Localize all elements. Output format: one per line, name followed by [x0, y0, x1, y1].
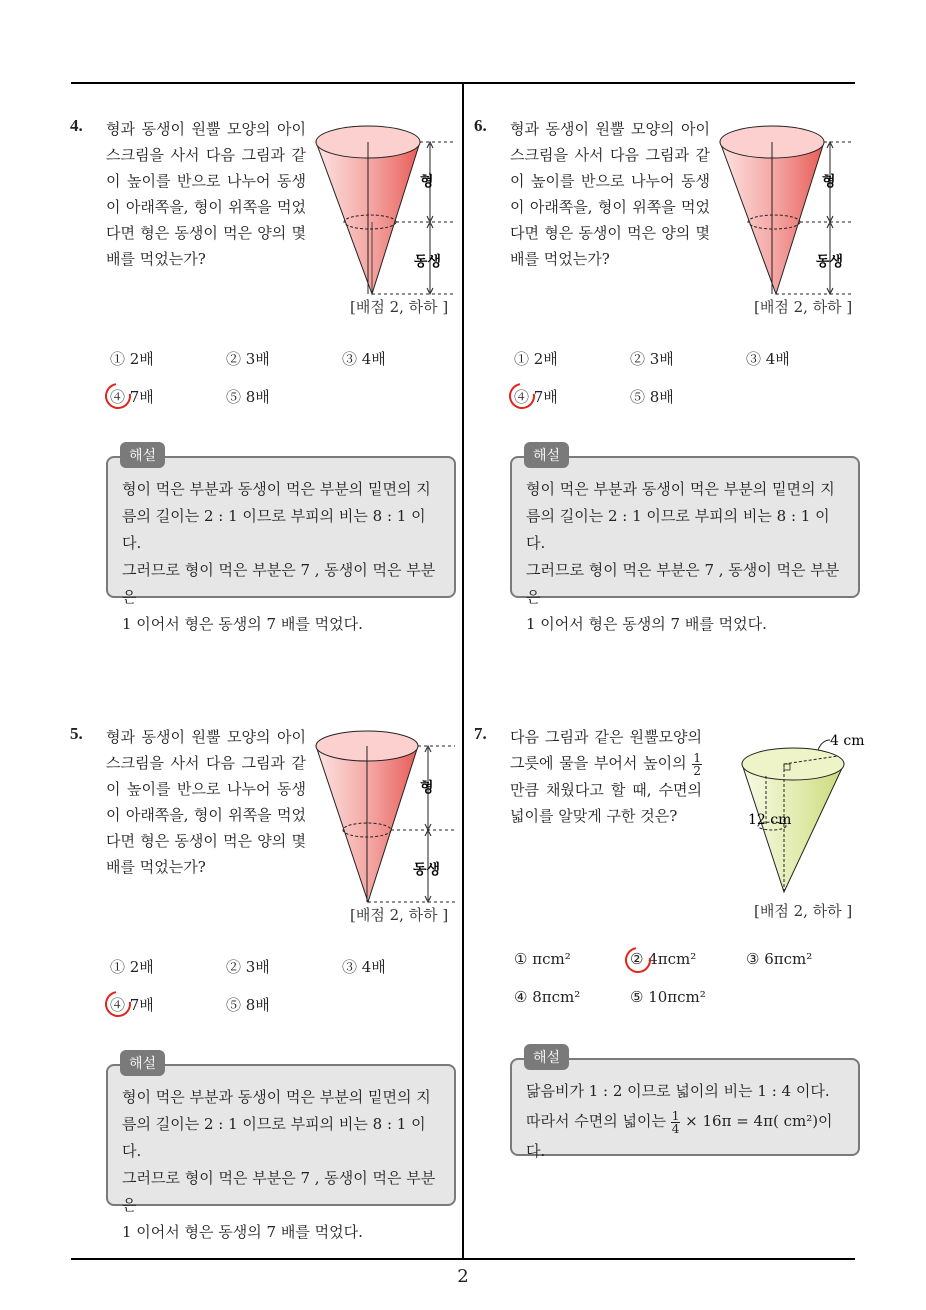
fraction-denominator: 4 [671, 1121, 680, 1136]
explanation-line: 름의 길이는 2 : 1 이므로 부피의 비는 8 : 1 이다. [122, 1115, 426, 1160]
question-number: 5. [70, 724, 83, 743]
option-1[interactable]: ① 2배 [110, 350, 154, 368]
option-3[interactable]: ③ 6πcm² [746, 950, 813, 968]
answer-mark-icon [100, 378, 136, 414]
question-number: 4. [70, 116, 83, 135]
question-meta: [배점 2, 하하 ] [754, 902, 853, 920]
answer-mark-icon [504, 378, 540, 414]
radius-label: 4 cm [830, 733, 865, 749]
option-5[interactable]: ⑤ 8배 [226, 996, 270, 1014]
option-1[interactable]: ① 2배 [514, 350, 558, 368]
explanation-text-part: × 16π = 4π( cm²)이다. [526, 1112, 833, 1160]
option-3[interactable]: ③ 4배 [342, 958, 386, 976]
explanation-line: 형이 먹은 부분과 동생이 먹은 부분의 밑면의 지 [122, 480, 431, 498]
question-text: 형과 동생이 원뿔 모양의 아이스크림을 사서 다음 그림과 같이 높이를 반으로 나누어 동생이 아래쪽을, 형이 위쪽을 먹었다면 형은 동생이 먹은 양의 몇 배를 먹었는가? [510, 120, 710, 268]
fraction-numerator: 1 [693, 750, 701, 765]
center-divider [462, 82, 464, 1259]
bottom-rule [71, 1258, 855, 1260]
option-5[interactable]: ⑤ 8배 [630, 388, 674, 406]
question-meta: [배점 2, 하하 ] [350, 906, 449, 924]
explanation-box [106, 448, 456, 633]
question-number: 6. [474, 116, 487, 135]
explanation-line: 닮음비가 1 : 2 이므로 넓이의 비는 1 : 4 이다. [526, 1082, 830, 1100]
explanation-text [526, 1076, 846, 1166]
explanation-line: 1 이어서 형은 동생의 7 배를 먹었다. [122, 615, 363, 633]
explanation-box [510, 448, 860, 633]
option-3[interactable]: ③ 4배 [342, 350, 386, 368]
option-2[interactable]: ② 3배 [226, 958, 270, 976]
question-meta: [배점 2, 하하 ] [350, 298, 449, 316]
explanation-line: 형이 먹은 부분과 동생이 먹은 부분의 밑면의 지 [122, 1088, 431, 1106]
explanation-line: 1 이어서 형은 동생의 7 배를 먹었다. [122, 1223, 363, 1241]
option-2[interactable]: ② 3배 [630, 350, 674, 368]
explanation-line: 형이 먹은 부분과 동생이 먹은 부분의 밑면의 지 [526, 480, 835, 498]
explanation-text [526, 476, 846, 638]
cone-figure [714, 116, 864, 301]
question-text-part: 다음 그림과 같은 원뿔모양의 그릇에 물을 부어서 높이의 [510, 728, 702, 772]
option-3[interactable]: ③ 4배 [746, 350, 790, 368]
answer-mark-icon [100, 986, 136, 1022]
option-4[interactable]: ④ 7배 [110, 996, 154, 1014]
explanation-line: 그러므로 형이 먹은 부분은 7 , 동생이 먹은 부분은 [122, 561, 436, 606]
water-cone-figure [738, 728, 868, 898]
option-1[interactable]: ① πcm² [514, 950, 571, 968]
option-4[interactable]: ④ 7배 [110, 388, 154, 406]
figure-label-top: 형 [420, 780, 434, 796]
cone-figure [310, 116, 460, 301]
figure-label-top: 형 [822, 174, 836, 190]
answer-mark-icon [620, 942, 656, 978]
fraction [692, 752, 702, 777]
explanation-line: 그러므로 형이 먹은 부분은 7 , 동생이 먹은 부분은 [526, 561, 840, 606]
explanation-line: 그러므로 형이 먹은 부분은 7 , 동생이 먹은 부분은 [122, 1169, 436, 1214]
question-text [510, 724, 702, 829]
explanation-text [122, 476, 442, 638]
explanation-text-part: 따라서 수면의 넓이는 [526, 1112, 666, 1130]
explanation-tag: 해설 [524, 442, 569, 468]
explanation-tag: 해설 [120, 442, 165, 468]
question-text: 형과 동생이 원뿔 모양의 아이스크림을 사서 다음 그림과 같이 높이를 반으로 나누어 동생이 아래쪽을, 형이 위쪽을 먹었다면 형은 동생이 먹은 양의 몇 배를 먹었는가? [106, 120, 306, 268]
figure-label-top: 형 [420, 174, 434, 190]
height-label: 12 cm [748, 812, 792, 828]
option-5[interactable]: ⑤ 8배 [226, 388, 270, 406]
explanation-line [526, 1106, 846, 1166]
figure-label-bottom: 동생 [816, 254, 844, 270]
page-number: 2 [457, 1266, 469, 1287]
explanation-box [510, 1050, 860, 1160]
option-4[interactable]: ④ 8πcm² [514, 988, 581, 1006]
question-meta: [배점 2, 하하 ] [754, 298, 853, 316]
question-text: 형과 동생이 원뿔 모양의 아이스크림을 사서 다음 그림과 같이 높이를 반으로 나누어 동생이 아래쪽을, 형이 위쪽을 먹었다면 형은 동생이 먹은 양의 몇 배를 먹었는가? [106, 728, 306, 876]
fraction-denominator: 2 [693, 763, 701, 778]
fraction [671, 1110, 681, 1135]
question-text-part: 만큼 채웠다고 할 때, 수면의 넓이를 알맞게 구한 것은? [510, 780, 702, 825]
option-4[interactable]: ④ 7배 [514, 388, 558, 406]
explanation-line: 름의 길이는 2 : 1 이므로 부피의 비는 8 : 1 이다. [122, 507, 426, 552]
option-1[interactable]: ① 2배 [110, 958, 154, 976]
option-2[interactable]: ② 3배 [226, 350, 270, 368]
explanation-tag: 해설 [524, 1044, 569, 1070]
question-number: 7. [474, 724, 487, 743]
explanation-line: 1 이어서 형은 동생의 7 배를 먹었다. [526, 615, 767, 633]
explanation-box [106, 1056, 456, 1241]
explanation-tag: 해설 [120, 1050, 165, 1076]
explanation-text [122, 1084, 442, 1246]
explanation-line: 름의 길이는 2 : 1 이므로 부피의 비는 8 : 1 이다. [526, 507, 830, 552]
fraction-numerator: 1 [671, 1108, 680, 1123]
option-2[interactable]: ② 4πcm² [630, 950, 697, 968]
figure-label-bottom: 동생 [413, 862, 441, 878]
cone-figure [310, 724, 460, 909]
option-5[interactable]: ⑤ 10πcm² [630, 988, 706, 1006]
figure-label-bottom: 동생 [414, 254, 442, 270]
